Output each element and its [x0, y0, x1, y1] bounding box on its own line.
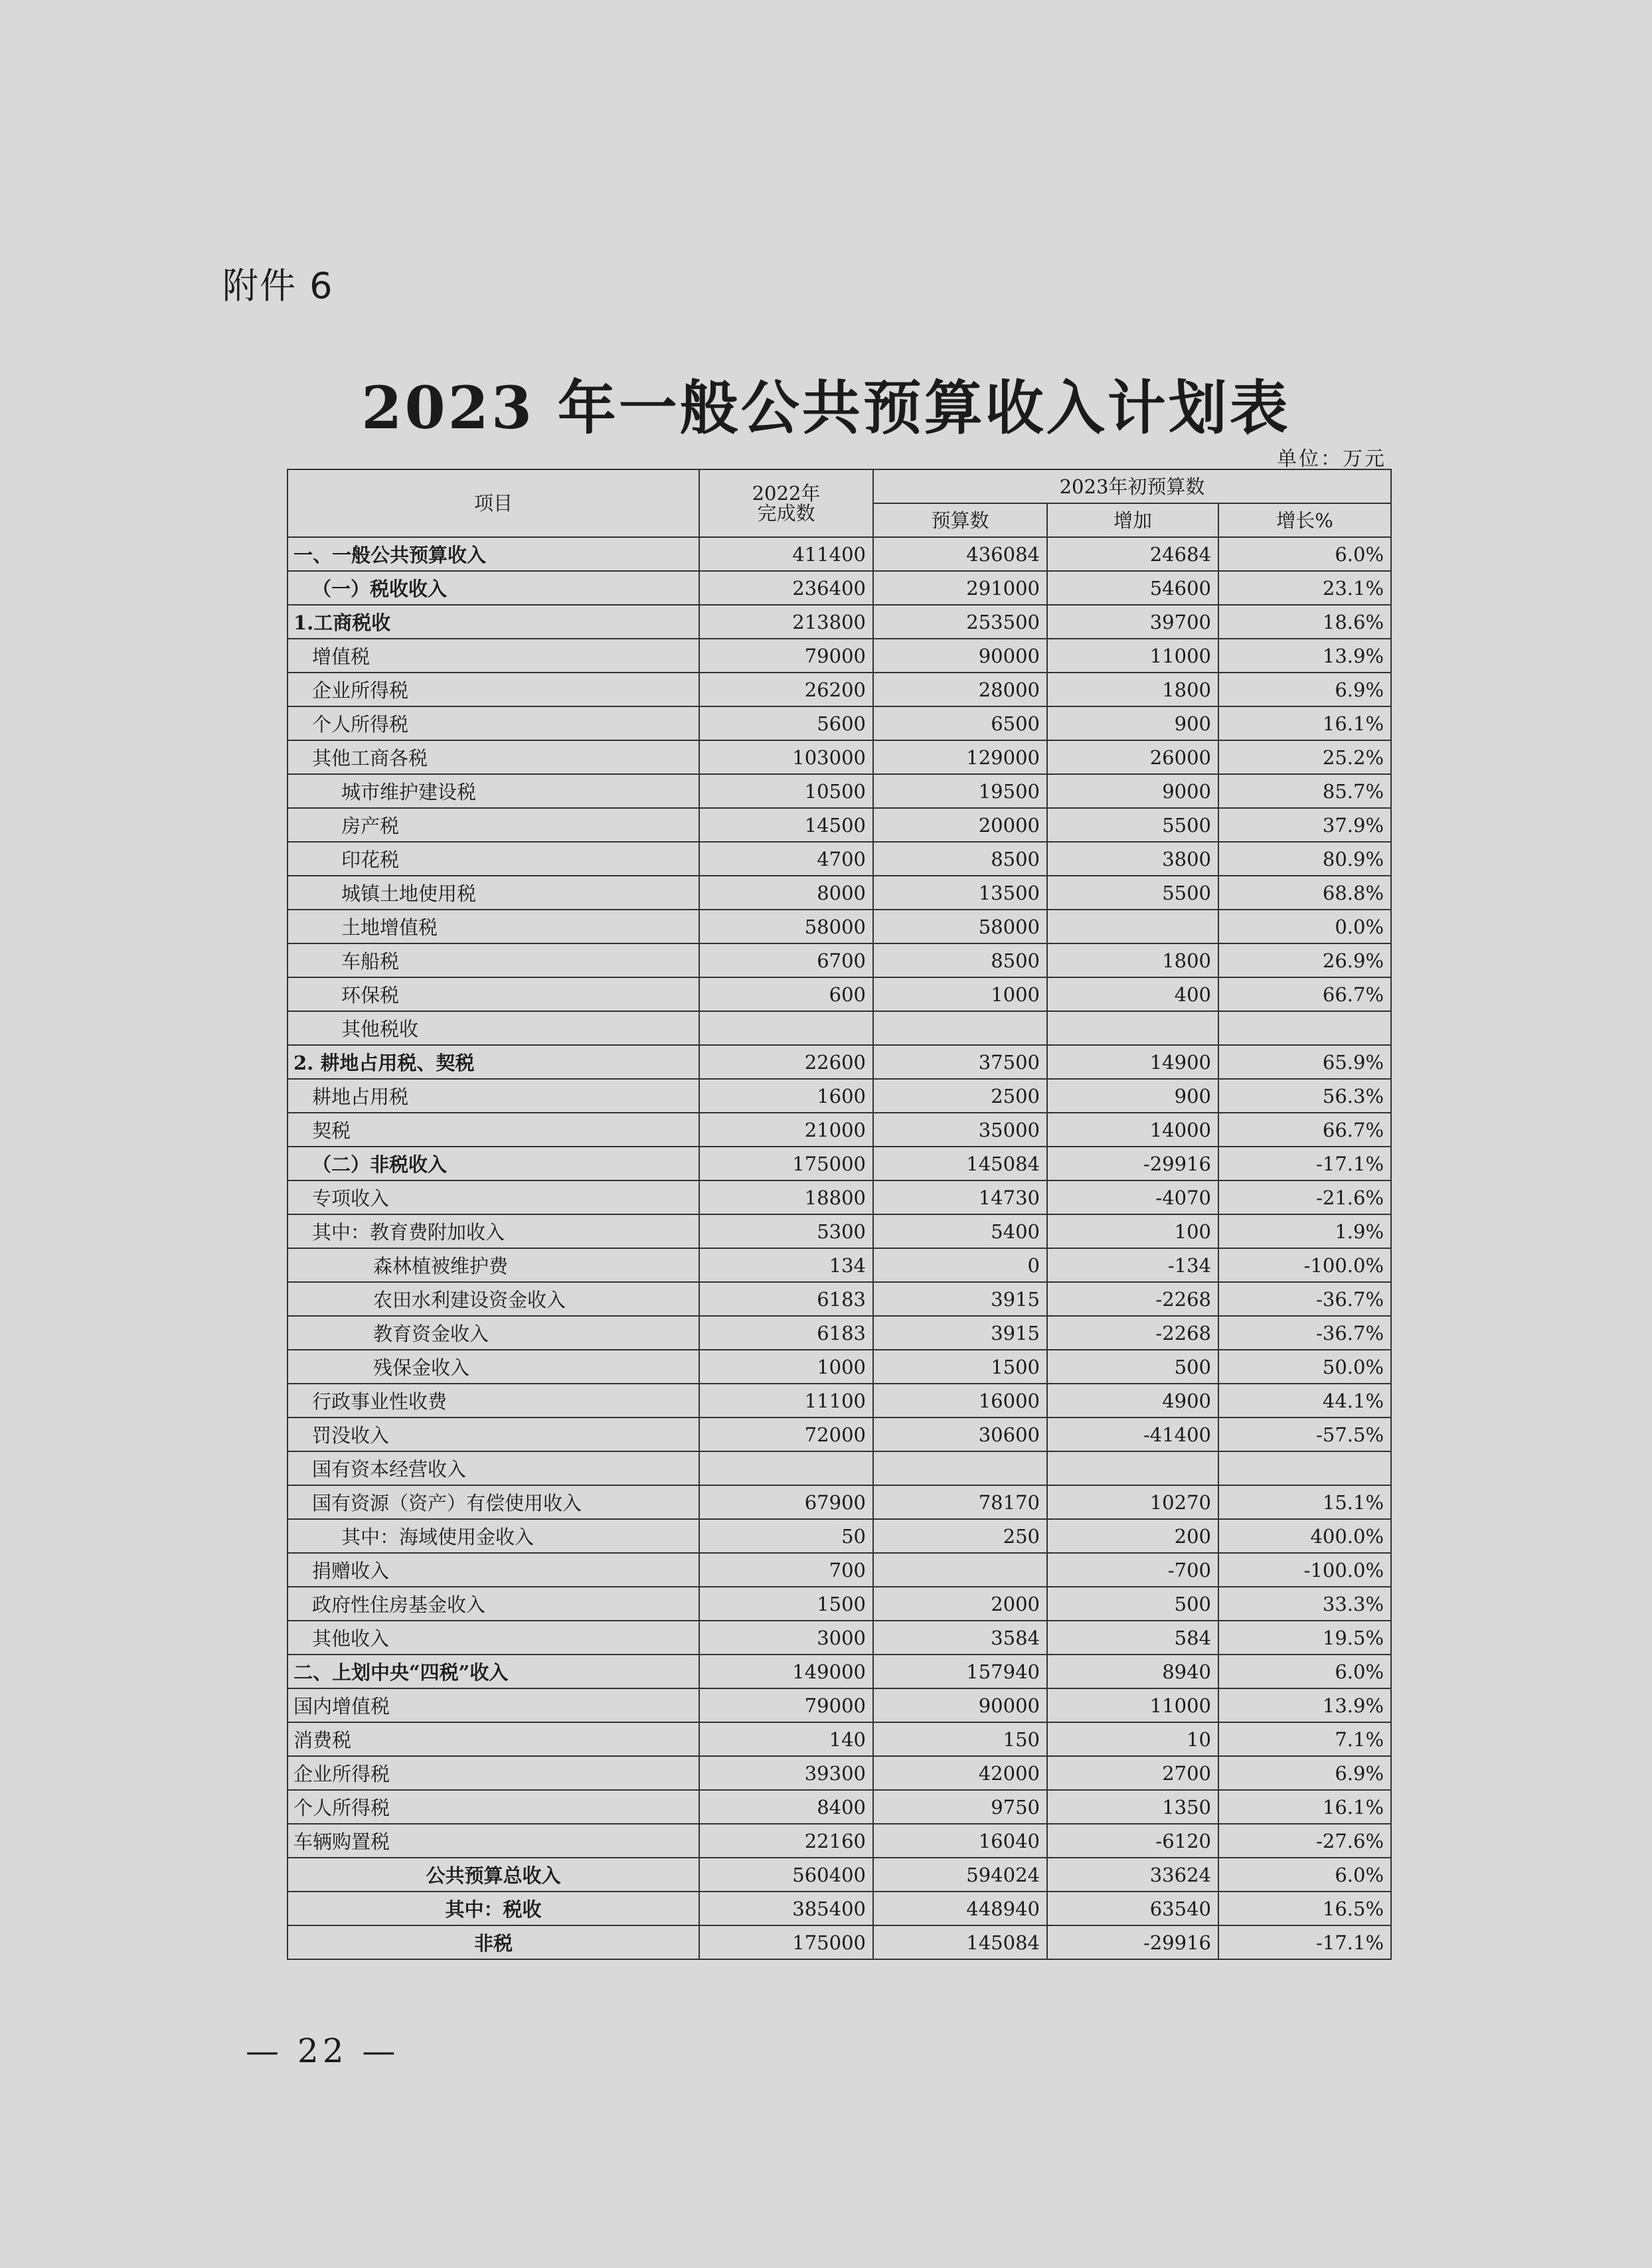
row-increase: 500 [1047, 1350, 1218, 1384]
page-title: 2023 年一般公共预算收入计划表 [361, 373, 1291, 442]
row-increase: -2268 [1047, 1282, 1218, 1316]
table-row [288, 1519, 1391, 1553]
row-budget: 37500 [873, 1045, 1047, 1079]
row-budget: 78170 [873, 1485, 1047, 1519]
table-row [288, 1113, 1391, 1147]
row-item-label: 城镇土地使用税 [288, 876, 699, 910]
row-item-label: 捐赠收入 [288, 1553, 699, 1587]
row-completed-2022: 22600 [699, 1045, 873, 1079]
row-completed-2022 [699, 1451, 873, 1485]
row-budget: 14730 [873, 1180, 1047, 1214]
row-increase: 14900 [1047, 1045, 1218, 1079]
row-budget: 20000 [873, 808, 1047, 842]
header-budget: 预算数 [873, 503, 1047, 537]
row-increase: 900 [1047, 1079, 1218, 1113]
row-increase: 11000 [1047, 1688, 1218, 1722]
row-completed-2022: 39300 [699, 1756, 873, 1790]
row-increase: 584 [1047, 1621, 1218, 1655]
table-row [288, 943, 1391, 977]
row-growth: 66.7% [1218, 1113, 1391, 1147]
row-completed-2022: 4700 [699, 842, 873, 876]
row-completed-2022: 5600 [699, 706, 873, 740]
row-increase: 400 [1047, 977, 1218, 1011]
row-budget: 157940 [873, 1655, 1047, 1688]
header-increase: 增加 [1047, 503, 1218, 537]
row-budget: 35000 [873, 1113, 1047, 1147]
row-item-label: 国有资源（资产）有偿使用收入 [288, 1485, 699, 1519]
row-budget: 9750 [873, 1790, 1047, 1824]
row-growth: 44.1% [1218, 1384, 1391, 1418]
row-growth: 65.9% [1218, 1045, 1391, 1079]
row-item-label: 国有资本经营收入 [288, 1451, 699, 1485]
row-budget: 16040 [873, 1824, 1047, 1858]
row-completed-2022: 8000 [699, 876, 873, 910]
row-increase: 33624 [1047, 1858, 1218, 1892]
row-budget: 13500 [873, 876, 1047, 910]
table-body [288, 537, 1391, 1959]
row-budget: 3915 [873, 1316, 1047, 1350]
table-row [288, 1316, 1391, 1350]
row-budget: 8500 [873, 943, 1047, 977]
row-item-label: 罚没收入 [288, 1418, 699, 1451]
row-growth: -36.7% [1218, 1282, 1391, 1316]
row-budget: 5400 [873, 1214, 1047, 1248]
row-increase: 54600 [1047, 571, 1218, 605]
row-completed-2022: 3000 [699, 1621, 873, 1655]
row-item-label: 政府性住房基金收入 [288, 1587, 699, 1621]
row-growth: 18.6% [1218, 605, 1391, 639]
row-completed-2022: 72000 [699, 1418, 873, 1451]
table-row [288, 1045, 1391, 1079]
table-row [288, 876, 1391, 910]
row-increase: -700 [1047, 1553, 1218, 1587]
row-completed-2022: 600 [699, 977, 873, 1011]
row-item-label: 农田水利建设资金收入 [288, 1282, 699, 1316]
table-row [288, 537, 1391, 571]
row-budget: 0 [873, 1248, 1047, 1282]
row-item-label: 土地增值税 [288, 910, 699, 943]
row-growth: 68.8% [1218, 876, 1391, 910]
table-row [288, 842, 1391, 876]
table-row [288, 740, 1391, 774]
row-growth: -17.1% [1218, 1925, 1391, 1959]
row-growth: 1.9% [1218, 1214, 1391, 1248]
row-growth [1218, 1011, 1391, 1045]
row-item-label: 行政事业性收费 [288, 1384, 699, 1418]
row-budget: 1500 [873, 1350, 1047, 1384]
row-growth: 6.0% [1218, 537, 1391, 571]
row-item-label: 专项收入 [288, 1180, 699, 1214]
row-budget: 145084 [873, 1147, 1047, 1180]
row-completed-2022: 79000 [699, 1688, 873, 1722]
row-increase: 14000 [1047, 1113, 1218, 1147]
row-growth: 50.0% [1218, 1350, 1391, 1384]
row-completed-2022: 1600 [699, 1079, 873, 1113]
row-growth: 66.7% [1218, 977, 1391, 1011]
row-increase: 100 [1047, 1214, 1218, 1248]
row-completed-2022: 21000 [699, 1113, 873, 1147]
row-growth: 6.9% [1218, 673, 1391, 706]
table-row [288, 1485, 1391, 1519]
row-increase: 10270 [1047, 1485, 1218, 1519]
table-row [288, 1587, 1391, 1621]
row-item-label: 教育资金收入 [288, 1316, 699, 1350]
row-item-label: 消费税 [288, 1722, 699, 1756]
table-row [288, 1147, 1391, 1180]
row-budget: 42000 [873, 1756, 1047, 1790]
table-row [288, 639, 1391, 673]
header-completed-2022: 2022年 完成数 [699, 469, 873, 537]
row-increase [1047, 1011, 1218, 1045]
row-item-label: 其中：税收 [288, 1892, 699, 1925]
table-row [288, 1451, 1391, 1485]
row-growth: 25.2% [1218, 740, 1391, 774]
row-increase: 1800 [1047, 943, 1218, 977]
table-row [288, 673, 1391, 706]
table-row [288, 1248, 1391, 1282]
row-increase: -29916 [1047, 1925, 1218, 1959]
row-item-label: 残保金收入 [288, 1350, 699, 1384]
row-completed-2022: 385400 [699, 1892, 873, 1925]
row-budget: 58000 [873, 910, 1047, 943]
row-growth: 0.0% [1218, 910, 1391, 943]
row-item-label: 契税 [288, 1113, 699, 1147]
row-item-label: 个人所得税 [288, 1790, 699, 1824]
row-increase: -29916 [1047, 1147, 1218, 1180]
table-row [288, 1282, 1391, 1316]
row-growth: -100.0% [1218, 1248, 1391, 1282]
row-completed-2022: 79000 [699, 639, 873, 673]
row-increase: -4070 [1047, 1180, 1218, 1214]
row-growth: 15.1% [1218, 1485, 1391, 1519]
row-item-label: 二、上划中央“四税”收入 [288, 1655, 699, 1688]
row-completed-2022: 175000 [699, 1925, 873, 1959]
row-budget [873, 1451, 1047, 1485]
row-item-label: 2. 耕地占用税、契税 [288, 1045, 699, 1079]
header-budget-2023: 2023年初预算数 [873, 469, 1391, 503]
row-item-label: 其中：教育费附加收入 [288, 1214, 699, 1248]
row-growth: 16.1% [1218, 1790, 1391, 1824]
table-row [288, 910, 1391, 943]
row-completed-2022: 14500 [699, 808, 873, 842]
row-budget [873, 1553, 1047, 1587]
row-completed-2022: 103000 [699, 740, 873, 774]
table-row [288, 1722, 1391, 1756]
row-growth: 13.9% [1218, 1688, 1391, 1722]
row-growth: 6.9% [1218, 1756, 1391, 1790]
row-completed-2022: 700 [699, 1553, 873, 1587]
row-item-label: 企业所得税 [288, 1756, 699, 1790]
row-growth: 33.3% [1218, 1587, 1391, 1621]
row-increase: 900 [1047, 706, 1218, 740]
row-increase: 3800 [1047, 842, 1218, 876]
row-growth: -17.1% [1218, 1147, 1391, 1180]
row-increase: 39700 [1047, 605, 1218, 639]
row-item-label: 车船税 [288, 943, 699, 977]
table-row [288, 774, 1391, 808]
row-budget: 3915 [873, 1282, 1047, 1316]
row-growth: 13.9% [1218, 639, 1391, 673]
row-growth: -36.7% [1218, 1316, 1391, 1350]
row-increase: 5500 [1047, 876, 1218, 910]
row-growth: 26.9% [1218, 943, 1391, 977]
row-item-label: 国内增值税 [288, 1688, 699, 1722]
table-row [288, 706, 1391, 740]
row-item-label: 其他税收 [288, 1011, 699, 1045]
row-budget: 129000 [873, 740, 1047, 774]
row-budget: 8500 [873, 842, 1047, 876]
table-row [288, 1079, 1391, 1113]
budget-table [287, 469, 1392, 1960]
row-increase: 63540 [1047, 1892, 1218, 1925]
row-completed-2022: 18800 [699, 1180, 873, 1214]
row-item-label: 车辆购置税 [288, 1824, 699, 1858]
row-item-label: 其中：海域使用金收入 [288, 1519, 699, 1553]
row-completed-2022: 50 [699, 1519, 873, 1553]
attachment-label: 附件 6 [222, 265, 334, 307]
row-item-label: 耕地占用税 [288, 1079, 699, 1113]
row-growth: 6.0% [1218, 1655, 1391, 1688]
row-growth: 16.1% [1218, 706, 1391, 740]
row-item-label: 公共预算总收入 [288, 1858, 699, 1892]
row-growth: 16.5% [1218, 1892, 1391, 1925]
row-growth: 19.5% [1218, 1621, 1391, 1655]
row-budget: 145084 [873, 1925, 1047, 1959]
row-increase: 9000 [1047, 774, 1218, 808]
row-budget: 3584 [873, 1621, 1047, 1655]
table-row [288, 1180, 1391, 1214]
row-growth: 7.1% [1218, 1722, 1391, 1756]
row-item-label: 个人所得税 [288, 706, 699, 740]
row-completed-2022: 10500 [699, 774, 873, 808]
row-item-label: 企业所得税 [288, 673, 699, 706]
row-item-label: 印花税 [288, 842, 699, 876]
row-budget: 436084 [873, 537, 1047, 571]
row-growth: 56.3% [1218, 1079, 1391, 1113]
row-completed-2022: 140 [699, 1722, 873, 1756]
row-growth: 6.0% [1218, 1858, 1391, 1892]
row-completed-2022: 1000 [699, 1350, 873, 1384]
row-budget: 1000 [873, 977, 1047, 1011]
row-budget: 291000 [873, 571, 1047, 605]
table-row [288, 1655, 1391, 1688]
row-growth [1218, 1451, 1391, 1485]
row-increase: 26000 [1047, 740, 1218, 774]
row-item-label: 其他收入 [288, 1621, 699, 1655]
header-item: 项目 [288, 469, 699, 537]
row-increase [1047, 910, 1218, 943]
row-increase: 11000 [1047, 639, 1218, 673]
row-completed-2022: 22160 [699, 1824, 873, 1858]
row-budget: 2500 [873, 1079, 1047, 1113]
unit-label: 单位：万元 [1277, 447, 1386, 471]
row-increase: 24684 [1047, 537, 1218, 571]
row-completed-2022: 1500 [699, 1587, 873, 1621]
row-budget: 19500 [873, 774, 1047, 808]
row-completed-2022: 134 [699, 1248, 873, 1282]
row-growth: 400.0% [1218, 1519, 1391, 1553]
table-row [288, 1925, 1391, 1959]
row-budget: 594024 [873, 1858, 1047, 1892]
row-completed-2022: 560400 [699, 1858, 873, 1892]
page-number: — 22 — [246, 2032, 400, 2070]
header-growth: 增长% [1218, 503, 1391, 537]
row-budget: 30600 [873, 1418, 1047, 1451]
table-row [288, 1553, 1391, 1587]
row-increase: -41400 [1047, 1418, 1218, 1451]
row-budget: 90000 [873, 639, 1047, 673]
row-increase: 500 [1047, 1587, 1218, 1621]
row-completed-2022: 8400 [699, 1790, 873, 1824]
row-completed-2022: 11100 [699, 1384, 873, 1418]
row-item-label: 非税 [288, 1925, 699, 1959]
row-budget: 2000 [873, 1587, 1047, 1621]
row-item-label: 环保税 [288, 977, 699, 1011]
row-completed-2022: 58000 [699, 910, 873, 943]
row-budget: 90000 [873, 1688, 1047, 1722]
row-growth: 23.1% [1218, 571, 1391, 605]
row-budget: 448940 [873, 1892, 1047, 1925]
table-row [288, 1418, 1391, 1451]
row-item-label: 增值税 [288, 639, 699, 673]
row-budget: 253500 [873, 605, 1047, 639]
table-row [288, 1756, 1391, 1790]
row-increase: 8940 [1047, 1655, 1218, 1688]
row-item-label: 其他工商各税 [288, 740, 699, 774]
row-completed-2022: 5300 [699, 1214, 873, 1248]
row-completed-2022: 26200 [699, 673, 873, 706]
row-item-label: 城市维护建设税 [288, 774, 699, 808]
row-increase: 1800 [1047, 673, 1218, 706]
row-completed-2022: 236400 [699, 571, 873, 605]
table-row [288, 605, 1391, 639]
table-row [288, 1858, 1391, 1892]
row-growth: 80.9% [1218, 842, 1391, 876]
row-item-label: 一、一般公共预算收入 [288, 537, 699, 571]
row-increase: 200 [1047, 1519, 1218, 1553]
row-budget: 6500 [873, 706, 1047, 740]
row-item-label: （二）非税收入 [288, 1147, 699, 1180]
row-increase: -6120 [1047, 1824, 1218, 1858]
row-completed-2022: 6700 [699, 943, 873, 977]
table-row [288, 1011, 1391, 1045]
row-item-label: （一）税收收入 [288, 571, 699, 605]
row-completed-2022: 213800 [699, 605, 873, 639]
table-row [288, 1824, 1391, 1858]
row-increase [1047, 1451, 1218, 1485]
row-growth: -21.6% [1218, 1180, 1391, 1214]
row-item-label: 森林植被维护费 [288, 1248, 699, 1282]
row-growth: 85.7% [1218, 774, 1391, 808]
row-item-label: 1.工商税收 [288, 605, 699, 639]
row-completed-2022: 6183 [699, 1316, 873, 1350]
row-increase: 5500 [1047, 808, 1218, 842]
row-increase: -2268 [1047, 1316, 1218, 1350]
row-increase: -134 [1047, 1248, 1218, 1282]
row-increase: 10 [1047, 1722, 1218, 1756]
table-row [288, 977, 1391, 1011]
row-budget: 250 [873, 1519, 1047, 1553]
table-row [288, 1688, 1391, 1722]
row-completed-2022 [699, 1011, 873, 1045]
table-row [288, 808, 1391, 842]
table-row [288, 1892, 1391, 1925]
row-completed-2022: 175000 [699, 1147, 873, 1180]
row-growth: -57.5% [1218, 1418, 1391, 1451]
row-increase: 4900 [1047, 1384, 1218, 1418]
row-completed-2022: 411400 [699, 537, 873, 571]
row-budget [873, 1011, 1047, 1045]
row-increase: 2700 [1047, 1756, 1218, 1790]
table-row [288, 1350, 1391, 1384]
row-item-label: 房产税 [288, 808, 699, 842]
table-row [288, 1214, 1391, 1248]
row-growth: 37.9% [1218, 808, 1391, 842]
row-budget: 16000 [873, 1384, 1047, 1418]
row-budget: 28000 [873, 673, 1047, 706]
table-row [288, 1790, 1391, 1824]
row-completed-2022: 6183 [699, 1282, 873, 1316]
row-growth: -27.6% [1218, 1824, 1391, 1858]
row-completed-2022: 67900 [699, 1485, 873, 1519]
row-growth: -100.0% [1218, 1553, 1391, 1587]
row-budget: 150 [873, 1722, 1047, 1756]
table-row [288, 1384, 1391, 1418]
row-increase: 1350 [1047, 1790, 1218, 1824]
table-row [288, 571, 1391, 605]
table-row [288, 1621, 1391, 1655]
row-completed-2022: 149000 [699, 1655, 873, 1688]
